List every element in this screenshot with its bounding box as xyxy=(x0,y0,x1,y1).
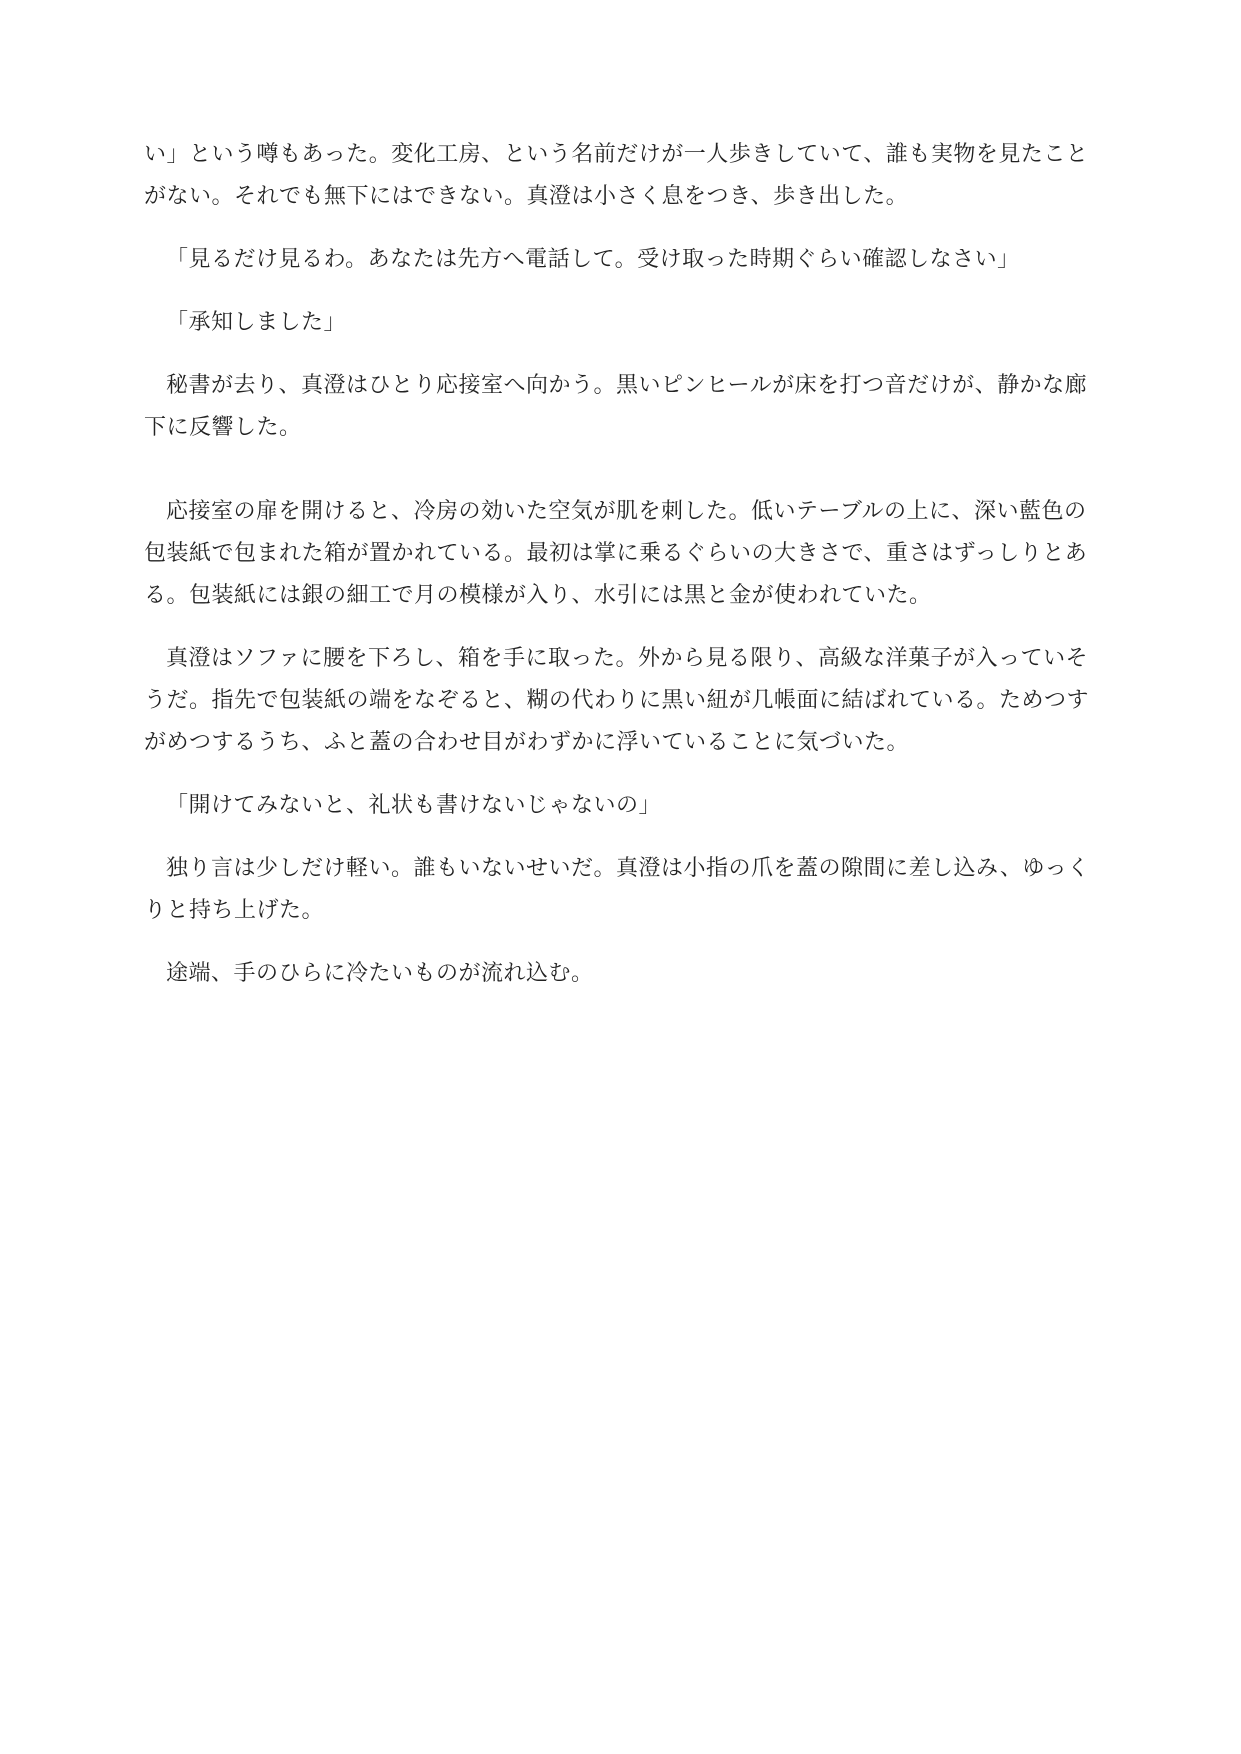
paragraph: 「開けてみないと、礼状も書けないじゃないの」 xyxy=(166,793,662,818)
paragraph: 真澄はソファに腰を下ろし、箱を手に取った。外から見る限り、高級な洋菓子が入っていそうだ。指先で包装紙の端をなぞると、糊の代わりに黒い紐が几帳面に結ばれている。ためつすがめつするうち、ふと蓋の合わせ目がわずかに浮いていることに気づいた。 xyxy=(144,646,1090,755)
paragraph: 独り言は少しだけ軽い。誰もいないせいだ。真澄は小指の爪を蓋の隙間に差し込み、ゆっくりと持ち上げた。 xyxy=(144,856,1090,923)
paragraph: 応接室の扉を開けると、冷房の効いた空気が肌を刺した。低いテーブルの上に、深い藍色の包装紙で包まれた箱が置かれている。最初は掌に乗るぐらいの大きさで、重さはずっしりとある。包装紙には銀の細工で月の模様が入り、水引には黒と金が使われていた。 xyxy=(144,499,1088,608)
paragraph: い」という噂もあった。変化工房、という名前だけが一人歩きしていて、誰も実物を見たことがない。それでも無下にはできない。真澄は小さく息をつき、歩き出した。 xyxy=(144,142,1089,209)
paragraph: 「見るだけ見るわ。あなたは先方へ電話して。受け取った時期ぐらい確認しなさい」 xyxy=(166,247,1020,272)
paragraph: 秘書が去り、真澄はひとり応接室へ向かう。黒いピンヒールが床を打つ音だけが、静かな廊下に反響した。 xyxy=(144,373,1088,440)
paragraph: 「承知しました」 xyxy=(166,310,347,335)
paragraph: 途端、手のひらに冷たいものが流れ込む。 xyxy=(166,961,594,986)
document-page xyxy=(144,134,1091,1016)
